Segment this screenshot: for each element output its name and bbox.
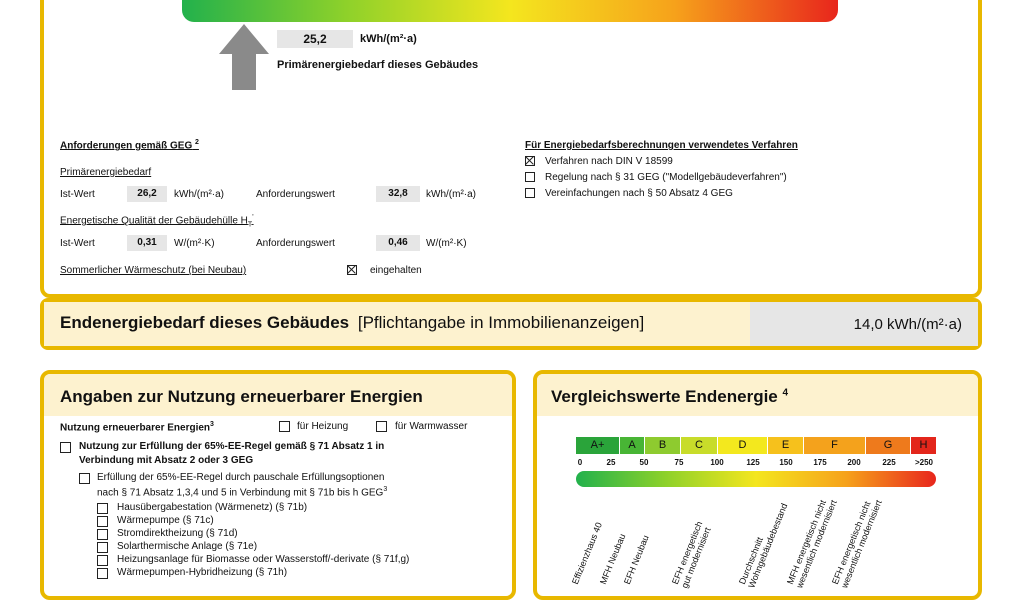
procedure-checkbox-simplified[interactable]	[525, 188, 535, 198]
hot-water-checkbox[interactable]	[376, 421, 387, 432]
class-e: E	[768, 437, 804, 454]
option-label-direct-electric: Stromdirektheizung (§ 71d)	[117, 528, 238, 539]
summer-protection-checkbox[interactable]	[347, 265, 357, 275]
primary-energy-value: 25,2	[277, 30, 353, 48]
reference-label-average-stock: Durchschnitt Wohngebäudebestand	[737, 501, 790, 590]
option-checkbox-solar-thermal[interactable]	[97, 542, 108, 553]
ist-unit: kWh/(m²·a)	[174, 189, 224, 200]
procedure-option-model: Regelung nach § 31 GEG ("Modellgebäudeverfahren")	[545, 172, 787, 183]
procedure-checkbox-din[interactable]	[525, 156, 535, 166]
env-req-unit: W/(m²·K)	[426, 238, 467, 249]
primary-energy-scale-bar	[182, 0, 838, 22]
requirements-title: Anforderungen gemäß GEG $^2$	[60, 139, 199, 152]
scale-tick: 150	[779, 458, 793, 467]
env-req-value: 0,46	[376, 235, 420, 251]
ee-rule-checkbox[interactable]	[60, 442, 71, 453]
primary-energy-label: Primärenergiebedarf dieses Gebäudes	[277, 59, 479, 71]
option-checkbox-hybrid[interactable]	[97, 568, 108, 579]
final-energy-value: 14,0 kWh/(m²·a)	[750, 302, 978, 346]
comparison-title: Vergleichswerte Endenergie $^4$	[551, 387, 789, 406]
scale-tick: 25	[606, 458, 616, 467]
envelope-title: Energetische Qualität der Gebäudehülle $H_T'$	[60, 214, 254, 229]
summer-protection-status: eingehalten	[370, 265, 422, 276]
class-d: D	[718, 437, 768, 454]
scale-tick: 50	[639, 458, 649, 467]
final-energy-title: Endenergiebedarf dieses Gebäudes [Pflichtangabe in Immobilienanzeigen]	[60, 313, 645, 332]
ist-value: 26,2	[127, 186, 167, 202]
hot-water-label: für Warmwasser	[395, 421, 468, 432]
reference-label-effizienzhaus: Effizienzhaus 40	[570, 520, 604, 586]
reference-label-efh-not-modernised: EFH energetisch nicht wesentlich modernisiert	[830, 498, 884, 590]
option-label-biomass: Heizungsanlage für Biomasse oder Wasserstoff/-derivate (§ 71f,g)	[117, 554, 410, 565]
energy-class-scale	[576, 437, 936, 454]
reference-label-mfh-not-modernised: MFH energetisch nicht wesentlich modernisiert	[785, 498, 839, 590]
req-value-label: Anforderungswert	[256, 189, 335, 200]
comparison-gradient-bar	[576, 471, 936, 487]
reference-label-efh-neubau: EFH Neubau	[622, 533, 651, 586]
env-ist-value: 0,31	[127, 235, 167, 251]
ist-value-label: Ist-Wert	[60, 189, 95, 200]
option-label-heat-pump: Wärmepumpe (§ 71c)	[117, 515, 214, 526]
scale-tick: 75	[674, 458, 684, 467]
primary-energy-unit: kWh/(m²·a)	[360, 33, 417, 45]
scale-tick: >250	[914, 458, 934, 467]
env-ist-unit: W/(m²·K)	[174, 238, 215, 249]
procedure-checkbox-model[interactable]	[525, 172, 535, 182]
env-ist-label: Ist-Wert	[60, 238, 95, 249]
renewables-usage-label: Nutzung erneuerbarer Energien$^3$	[60, 421, 214, 434]
class-c: C	[681, 437, 718, 454]
class-a: A	[620, 437, 645, 454]
procedure-option-simplified: Vereinfachungen nach § 50 Absatz 4 GEG	[545, 188, 733, 199]
scale-tick: 0	[577, 458, 583, 467]
ee-rule-text-1: Nutzung zur Erfüllung der 65%-EE-Regel gemäß § 71 Absatz 1 in	[79, 441, 385, 452]
reference-label-mfh-neubau: MFH Neubau	[598, 532, 628, 586]
option-label-heat-network: Hausübergabestation (Wärmenetz) (§ 71b)	[117, 502, 308, 513]
option-label-solar-thermal: Solarthermische Anlage (§ 71e)	[117, 541, 258, 552]
flat-option-text-1: Erfüllung der 65%-EE-Regel durch pauschale Erfüllungsoptionen	[97, 472, 385, 483]
reference-label-efh-modernised: EFH energetisch gut modernisiert	[670, 519, 713, 590]
scale-tick: 225	[882, 458, 896, 467]
flat-option-checkbox[interactable]	[79, 473, 90, 484]
class-h: H	[911, 437, 936, 454]
heating-checkbox[interactable]	[279, 421, 290, 432]
option-checkbox-heat-pump[interactable]	[97, 516, 108, 527]
option-checkbox-biomass[interactable]	[97, 555, 108, 566]
option-label-hybrid: Wärmepumpen-Hybridheizung (§ 71h)	[117, 567, 288, 578]
renewables-title: Angaben zur Nutzung erneuerbarer Energien	[60, 387, 423, 406]
primary-demand-title: Primärenergiebedarf	[60, 167, 152, 178]
env-req-label: Anforderungswert	[256, 238, 335, 249]
flat-option-text-2: nach § 71 Absatz 1,3,4 und 5 in Verbindung mit § 71b bis h GEG$^3$	[97, 486, 388, 499]
class-b: B	[645, 437, 681, 454]
procedure-title: Für Energiebedarfsberechnungen verwendetes Verfahren	[525, 140, 798, 151]
scale-tick: 125	[746, 458, 760, 467]
scale-tick: 100	[710, 458, 724, 467]
class-f: F	[804, 437, 866, 454]
value-arrow-icon	[219, 24, 269, 90]
procedure-option-din: Verfahren nach DIN V 18599	[545, 156, 673, 167]
class-g: G	[866, 437, 911, 454]
req-unit: kWh/(m²·a)	[426, 189, 476, 200]
class-a-plus: A+	[576, 437, 620, 454]
option-checkbox-heat-network[interactable]	[97, 503, 108, 514]
scale-tick: 175	[813, 458, 827, 467]
option-checkbox-direct-electric[interactable]	[97, 529, 108, 540]
req-value: 32,8	[376, 186, 420, 202]
summer-protection-title: Sommerlicher Wärmeschutz (bei Neubau)	[60, 265, 247, 276]
scale-tick: 200	[847, 458, 861, 467]
ee-rule-text-2: Verbindung mit Absatz 2 oder 3 GEG	[79, 455, 254, 466]
heating-label: für Heizung	[297, 421, 349, 432]
